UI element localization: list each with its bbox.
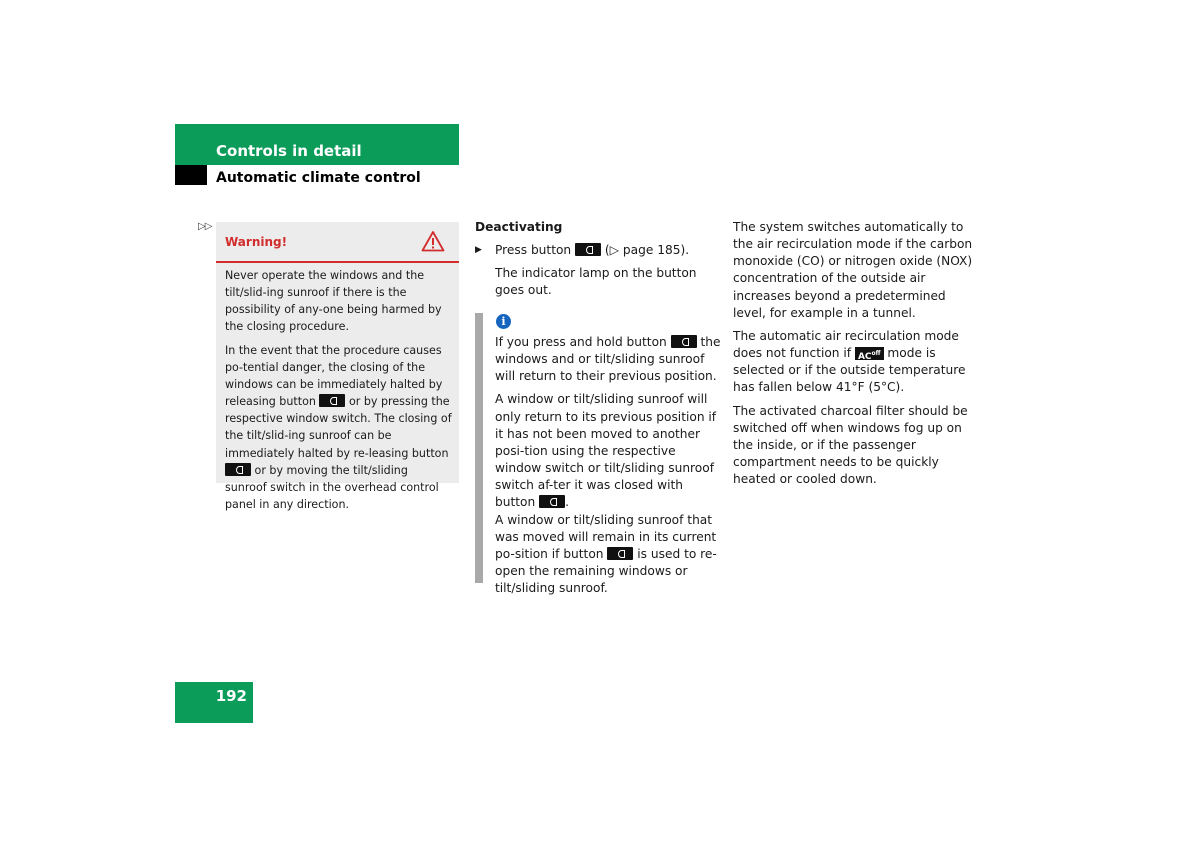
warning-header	[216, 222, 459, 263]
middle-column	[475, 219, 720, 300]
windows-close-button-icon	[319, 394, 345, 407]
ac-off-button-icon	[855, 347, 884, 363]
info-paragraph-3	[495, 512, 723, 598]
header-marker	[175, 165, 207, 185]
step-text-a: Press button	[495, 243, 572, 258]
windows-close-button-icon	[539, 495, 565, 508]
charcoal-filter-paragraph: The activated charcoal filter should be switched off when windows fog up on the inside, or if the passenger compartment needs to be quickly heated or cooled down.	[733, 403, 968, 487]
auto-recirculation-paragraph	[733, 328, 978, 397]
windows-close-button-icon	[607, 547, 633, 560]
info-icon: i	[496, 314, 511, 329]
right-text-a: The automatic air recirculation mode does not function if	[733, 328, 959, 361]
ac-sup: off	[871, 350, 881, 358]
warning-triangle-icon	[421, 230, 445, 252]
warning-body	[225, 267, 453, 519]
deactivating-heading: Deactivating	[475, 220, 563, 234]
warning-text-c: or by moving the tilt/sliding sunroof switch in the overhead control panel in any direction.	[225, 463, 439, 512]
deactivating-step	[475, 242, 720, 259]
windows-close-button-icon	[575, 243, 601, 256]
info-text-a: If you press and hold button	[495, 335, 667, 349]
warning-box	[216, 222, 459, 512]
warning-text-a: In the event that the procedure causes po-tential danger, the closing of the windows can be immediately halted by releasing button	[225, 343, 443, 409]
windows-close-button-icon	[225, 463, 251, 476]
info-text	[495, 334, 723, 603]
warning-text-b: or by pressing the respective window switch. The closing of the tilt/slid-ing sunroof can be immediately halted by re-leasing button	[225, 395, 452, 460]
page-number-box	[175, 682, 253, 723]
right-column	[733, 219, 978, 494]
info-text-c: A window or tilt/sliding sunroof will only return to its previous position if it has not been moved to another posi-tion using the respective window switch or tilt/sliding sunroof switch af-ter it was closed with button	[495, 392, 717, 510]
ac-label: AC	[857, 352, 872, 363]
info-sidebar	[475, 313, 483, 583]
right-text-b: mode is selected or if the outside temperature has fallen below 41°F (5°C).	[733, 346, 966, 395]
continued-marker: ▷▷	[198, 221, 212, 232]
page-number: 192	[215, 687, 247, 705]
info-text-d: .	[565, 495, 569, 510]
step-text-b: (▷ page 185).	[604, 243, 690, 258]
deactivating-result: The indicator lamp on the button goes out.	[495, 266, 697, 298]
bullet-arrow-icon: ▶	[475, 245, 482, 256]
info-text-f: is used to re-open the remaining windows or tilt/sliding sunroof.	[495, 546, 717, 596]
windows-close-button-icon	[671, 335, 697, 348]
section-title: Controls in detail	[216, 142, 362, 160]
info-text-e: A window or tilt/sliding sunroof that was moved will remain in its current po-sition if button	[495, 512, 717, 561]
subsection-title: Automatic climate control	[216, 170, 421, 186]
warning-title: Warning!	[225, 235, 288, 249]
warning-paragraph-2	[225, 342, 453, 514]
warning-paragraph-1: Never operate the windows and the tilt/slid-ing sunroof if there is the possibility of any-one being harmed by the closing procedure.	[225, 269, 442, 334]
info-paragraph-2	[495, 391, 723, 511]
recirculation-paragraph: The system switches automatically to the air recirculation mode if the carbon monoxide (CO) or nitrogen oxide (NOX) concentration of the outside air increases beyond a predetermined level, for example in a tunnel.	[733, 220, 973, 320]
info-paragraph-1	[495, 334, 723, 385]
info-text-b: the windows and or tilt/sliding sunroof will return to their previous position.	[495, 335, 721, 384]
